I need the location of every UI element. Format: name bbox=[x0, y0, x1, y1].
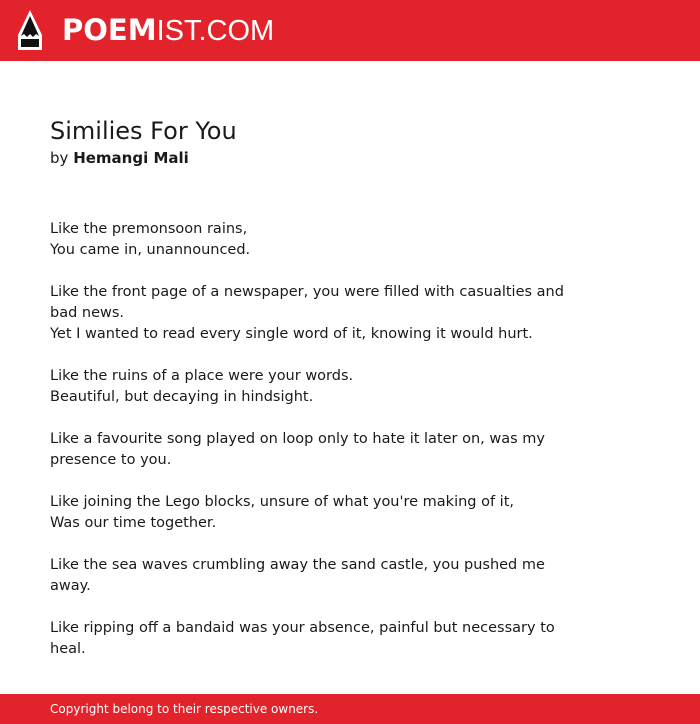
site-header bbox=[0, 0, 700, 61]
poem-line: You came in, unannounced. bbox=[50, 242, 251, 258]
pencil-tip-icon[interactable] bbox=[17, 9, 43, 51]
by-label: by bbox=[50, 149, 69, 167]
poem-line: Like a favourite song played on loop only to hate it later on, was my presence to you. bbox=[50, 431, 546, 468]
poem-line: Like the ruins of a place were your words. bbox=[50, 368, 354, 384]
brand-strong-text: POEM bbox=[62, 13, 157, 47]
copyright-notice: Copyright belong to their respective owners. bbox=[50, 702, 319, 716]
stanza bbox=[50, 618, 580, 660]
stanza bbox=[50, 219, 580, 261]
byline bbox=[50, 148, 189, 169]
stanza bbox=[50, 429, 580, 471]
poem-line: Like the front page of a newspaper, you were filled with casualties and bad news. bbox=[50, 284, 564, 321]
poem-line: Was our time together. bbox=[50, 515, 217, 531]
poem-line: Like the premonsoon rains, bbox=[50, 221, 248, 237]
site-footer bbox=[0, 694, 700, 724]
stanza bbox=[50, 366, 580, 408]
poem-line: Like the sea waves crumbling away the sand castle, you pushed me away. bbox=[50, 557, 545, 594]
stanza bbox=[50, 282, 580, 345]
poem-line: Like joining the Lego blocks, unsure of what you're making of it, bbox=[50, 494, 515, 510]
poem-line: Beautiful, but decaying in hindsight. bbox=[50, 389, 314, 405]
poem-title: Similies For You bbox=[50, 117, 237, 145]
poem-line: Like ripping off a bandaid was your absence, painful but necessary to heal. bbox=[50, 620, 555, 657]
brand-light-text: IST.COM bbox=[156, 15, 275, 47]
poem-line: Yet I wanted to read every single word of it, knowing it would hurt. bbox=[50, 326, 533, 342]
site-logo[interactable] bbox=[62, 12, 274, 48]
stanza bbox=[50, 492, 580, 534]
poem-body bbox=[50, 219, 580, 681]
stanza bbox=[50, 555, 580, 597]
author-name: Hemangi Mali bbox=[73, 149, 189, 167]
